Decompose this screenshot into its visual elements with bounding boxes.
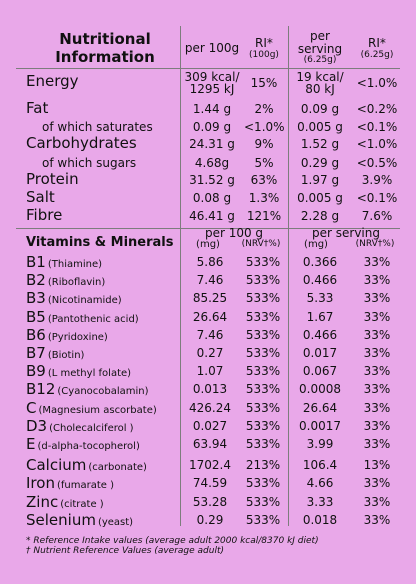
vitamin-label bbox=[26, 381, 149, 397]
vitamin-nrv: 533% bbox=[245, 364, 281, 378]
vitamin-nrv2: 33% bbox=[363, 291, 391, 305]
vitamin-serving: 0.466 bbox=[302, 328, 338, 342]
vitamin-source: (Pyridoxine) bbox=[47, 332, 108, 343]
nutrient-per100: 0.09 g bbox=[192, 120, 232, 134]
vitamin-nrv: 533% bbox=[245, 291, 281, 305]
vitamin-nrv2: 33% bbox=[363, 419, 391, 433]
vitamin-per100: 74.59 bbox=[192, 476, 228, 490]
vitamin-code: B3 bbox=[26, 289, 46, 307]
vitamin-label bbox=[26, 309, 139, 325]
nutrient-label: Energy bbox=[26, 72, 79, 90]
vitamin-code: Selenium bbox=[26, 511, 96, 529]
nutrient-ri2: 3.9% bbox=[361, 173, 393, 187]
nutrient-serving: 1.97 g bbox=[300, 173, 340, 187]
nutrient-label: Carbohydrates bbox=[26, 134, 137, 152]
vitamin-code: B6 bbox=[26, 326, 46, 344]
vitamin-nrv2: 33% bbox=[363, 382, 391, 396]
vitamin-source: (d-alpha-tocopherol) bbox=[37, 441, 140, 452]
vitamin-code: C bbox=[26, 399, 37, 417]
col-serving-header2: serving bbox=[297, 42, 343, 56]
col-serving-sub: (6.25g) bbox=[303, 55, 337, 65]
vitamin-nrv: 213% bbox=[245, 458, 281, 472]
vitamin-per100: 0.27 bbox=[196, 346, 224, 360]
nutrient-serving: 0.005 g bbox=[297, 191, 343, 205]
nutrient-ri: 2% bbox=[254, 102, 274, 116]
vitamin-serving: 0.018 bbox=[302, 513, 338, 527]
vitamin-nrv2: 33% bbox=[363, 513, 391, 527]
vitamin-nrv2: 33% bbox=[363, 495, 391, 509]
vitamin-label bbox=[26, 436, 140, 452]
vitamin-source: (Cholecalciferol ) bbox=[49, 423, 134, 434]
nutrient-ri2: <1.0% bbox=[356, 137, 398, 151]
vitamin-code: Zinc bbox=[26, 493, 59, 511]
footnote-ri: * Reference Intake values (average adult 2000 kcal/8370 kJ diet) bbox=[26, 536, 319, 546]
vitamin-code: B12 bbox=[26, 380, 56, 398]
vitamin-per100: 426.24 bbox=[189, 401, 231, 415]
vitamin-source: (L methyl folate) bbox=[47, 368, 132, 379]
nutrient-per100: 4.68g bbox=[194, 156, 230, 170]
vitamin-nrv: 533% bbox=[245, 255, 281, 269]
vitamin-source: (citrate ) bbox=[60, 499, 104, 510]
vitamin-nrv2: 33% bbox=[363, 437, 391, 451]
vitamin-label bbox=[26, 290, 122, 306]
nutrient-ri2: 7.6% bbox=[361, 209, 393, 223]
vitamin-source: (Magnesium ascorbate) bbox=[38, 405, 157, 416]
nutrient-serving: 2.28 g bbox=[300, 209, 340, 223]
vitamin-serving: 106.4 bbox=[302, 458, 338, 472]
vitamin-code: E bbox=[26, 435, 36, 453]
row-divider bbox=[16, 68, 400, 69]
col-ri-sub: (100g) bbox=[249, 50, 279, 60]
vitamin-serving: 0.0008 bbox=[299, 382, 341, 396]
vitamin-nrv2: 33% bbox=[363, 364, 391, 378]
nutrient-serving: 0.29 g bbox=[300, 156, 340, 170]
vitamin-source: (Biotin) bbox=[47, 350, 85, 361]
nutrient-ri2: <0.2% bbox=[356, 102, 398, 116]
vitamin-nrv2: 33% bbox=[363, 328, 391, 342]
vitamin-per100: 63.94 bbox=[192, 437, 228, 451]
nutrient-ri: 5% bbox=[254, 156, 274, 170]
vitamin-source: (Riboflavin) bbox=[47, 277, 106, 288]
vitamin-label bbox=[26, 254, 102, 270]
nutrient-per100: 31.52 g bbox=[189, 173, 235, 187]
vitamin-nrv2: 33% bbox=[363, 476, 391, 490]
vitamin-serving: 0.0017 bbox=[299, 419, 341, 433]
vitamin-label bbox=[26, 272, 105, 288]
vitamin-serving: 3.33 bbox=[306, 495, 334, 509]
nutrient-serving: 0.005 g bbox=[297, 120, 343, 134]
vitamin-serving: 26.64 bbox=[302, 401, 338, 415]
vitamin-per100: 7.46 bbox=[196, 273, 224, 287]
vitamin-per100: 0.027 bbox=[192, 419, 228, 433]
nutrient-serving: 0.09 g bbox=[300, 102, 340, 116]
nutrient-ri: <1.0% bbox=[244, 120, 285, 134]
vitamin-serving: 5.33 bbox=[306, 291, 334, 305]
nutrient-label: of which saturates bbox=[42, 120, 153, 134]
nutrient-ri2: <0.1% bbox=[356, 191, 398, 205]
vitamin-code: D3 bbox=[26, 417, 48, 435]
vitamin-per100: 85.25 bbox=[192, 291, 228, 305]
vitamin-nrv: 533% bbox=[245, 328, 281, 342]
nutrient-label: Fibre bbox=[26, 206, 63, 224]
vitamin-code: B1 bbox=[26, 253, 46, 271]
vitamin-per100: 7.46 bbox=[196, 328, 224, 342]
vitamin-nrv: 533% bbox=[245, 476, 281, 490]
vitamin-per100: 0.013 bbox=[192, 382, 228, 396]
nutrient-per100: 24.31 g bbox=[189, 137, 235, 151]
nutrient-ri2: <0.1% bbox=[356, 120, 398, 134]
nutrient-ri: 9% bbox=[254, 137, 274, 151]
vitamin-nrv2: 33% bbox=[363, 273, 391, 287]
vitamin-nrv2: 33% bbox=[363, 310, 391, 324]
vitamin-serving: 1.67 bbox=[306, 310, 334, 324]
vitamin-serving: 4.66 bbox=[306, 476, 334, 490]
col-per100-header: per 100g bbox=[184, 41, 240, 55]
nutrient-ri: 1.3% bbox=[248, 191, 280, 205]
nutrient-label: Protein bbox=[26, 170, 79, 188]
vitamin-code: Calcium bbox=[26, 456, 87, 474]
vitamin-nrv2: 13% bbox=[363, 458, 391, 472]
vit-mg-header: (mg) bbox=[196, 239, 220, 250]
vitamin-label bbox=[26, 418, 134, 434]
column-divider bbox=[288, 26, 289, 526]
vitamin-source: (fumarate ) bbox=[56, 480, 114, 491]
vitamin-nrv2: 33% bbox=[363, 255, 391, 269]
vitamin-nrv: 533% bbox=[245, 382, 281, 396]
vitamin-source: (carbonate) bbox=[88, 462, 147, 473]
nutrient-per100: 309 kcal/ bbox=[184, 70, 240, 84]
vitamin-serving: 0.067 bbox=[302, 364, 338, 378]
nutrient-ri: 15% bbox=[250, 76, 278, 90]
col-ri2-sub: (6.25g) bbox=[360, 50, 394, 60]
vitamin-per100: 53.28 bbox=[192, 495, 228, 509]
vitamin-code: B7 bbox=[26, 344, 46, 362]
vitamin-source: (Thiamine) bbox=[47, 259, 103, 270]
vitamin-nrv: 533% bbox=[245, 419, 281, 433]
footnote-nrv: † Nutrient Reference Values (average adult) bbox=[26, 546, 225, 556]
vitamin-nrv2: 33% bbox=[363, 401, 391, 415]
nutrient-ri: 63% bbox=[250, 173, 278, 187]
vitamin-source: (Cyanocobalamin) bbox=[57, 386, 149, 397]
table-title: Nutritional bbox=[59, 30, 151, 48]
vitamin-label bbox=[26, 457, 147, 473]
nutrient-serving: 19 kcal/ bbox=[296, 70, 344, 84]
vitamin-code: B9 bbox=[26, 362, 46, 380]
vitamin-code: B5 bbox=[26, 308, 46, 326]
nutrient-label: of which sugars bbox=[42, 156, 137, 170]
vitamin-label bbox=[26, 327, 108, 343]
vitamin-nrv: 533% bbox=[245, 437, 281, 451]
vitamin-nrv2: 33% bbox=[363, 346, 391, 360]
nutrient-per100-kj: 1295 kJ bbox=[189, 82, 235, 96]
vitamin-per100: 0.29 bbox=[196, 513, 224, 527]
nutrient-label: Salt bbox=[26, 188, 55, 206]
vitamin-label bbox=[26, 363, 131, 379]
vitamin-code: B2 bbox=[26, 271, 46, 289]
vitamin-label bbox=[26, 494, 104, 510]
vitamin-per100: 5.86 bbox=[196, 255, 224, 269]
vitamin-source: (Nicotinamide) bbox=[47, 295, 122, 306]
nutrient-per100: 0.08 g bbox=[192, 191, 232, 205]
vitamin-serving: 0.017 bbox=[302, 346, 338, 360]
vit-per100-header: per 100 g bbox=[204, 226, 264, 240]
vitamin-label bbox=[26, 400, 157, 416]
column-divider bbox=[180, 26, 181, 526]
vit-nrv-header: (NRV†%) bbox=[241, 239, 281, 249]
table-title-line2: Information bbox=[55, 48, 155, 66]
col-serving-header: per bbox=[310, 29, 330, 43]
nutrient-per100: 46.41 g bbox=[189, 209, 235, 223]
vitamin-source: (yeast) bbox=[97, 517, 134, 528]
vitamin-serving: 3.99 bbox=[306, 437, 334, 451]
vit-nrv2-header: (NRV†%) bbox=[355, 239, 395, 249]
vitamin-source: (Pantothenic acid) bbox=[47, 314, 139, 325]
vitamin-per100: 26.64 bbox=[192, 310, 228, 324]
vit-mg2-header: (mg) bbox=[304, 239, 328, 250]
nutrient-per100: 1.44 g bbox=[192, 102, 232, 116]
vitamin-code: Iron bbox=[26, 474, 55, 492]
vitamin-nrv: 533% bbox=[245, 495, 281, 509]
vitamin-serving: 0.366 bbox=[302, 255, 338, 269]
vitamin-nrv: 533% bbox=[245, 513, 281, 527]
vitamin-per100: 1.07 bbox=[196, 364, 224, 378]
vitamin-nrv: 533% bbox=[245, 346, 281, 360]
nutrient-serving: 1.52 g bbox=[300, 137, 340, 151]
vitamins-title: Vitamins & Minerals bbox=[26, 235, 174, 250]
vitamin-nrv: 533% bbox=[245, 273, 281, 287]
col-ri-header: RI* bbox=[255, 36, 273, 50]
vitamin-label bbox=[26, 475, 114, 491]
vitamin-per100: 1702.4 bbox=[189, 458, 231, 472]
nutrient-ri: 121% bbox=[246, 209, 282, 223]
nutrient-label: Fat bbox=[26, 99, 49, 117]
vitamin-label bbox=[26, 345, 84, 361]
vitamin-serving: 0.466 bbox=[302, 273, 338, 287]
nutrient-ri2: <0.5% bbox=[356, 156, 398, 170]
vit-serving-header: per serving bbox=[312, 226, 380, 240]
vitamin-nrv: 533% bbox=[245, 401, 281, 415]
nutrient-ri2: <1.0% bbox=[356, 76, 398, 90]
nutrient-serving-kj: 80 kJ bbox=[305, 82, 335, 96]
vitamin-label bbox=[26, 512, 133, 528]
col-ri2-header: RI* bbox=[368, 36, 386, 50]
vitamin-nrv: 533% bbox=[245, 310, 281, 324]
